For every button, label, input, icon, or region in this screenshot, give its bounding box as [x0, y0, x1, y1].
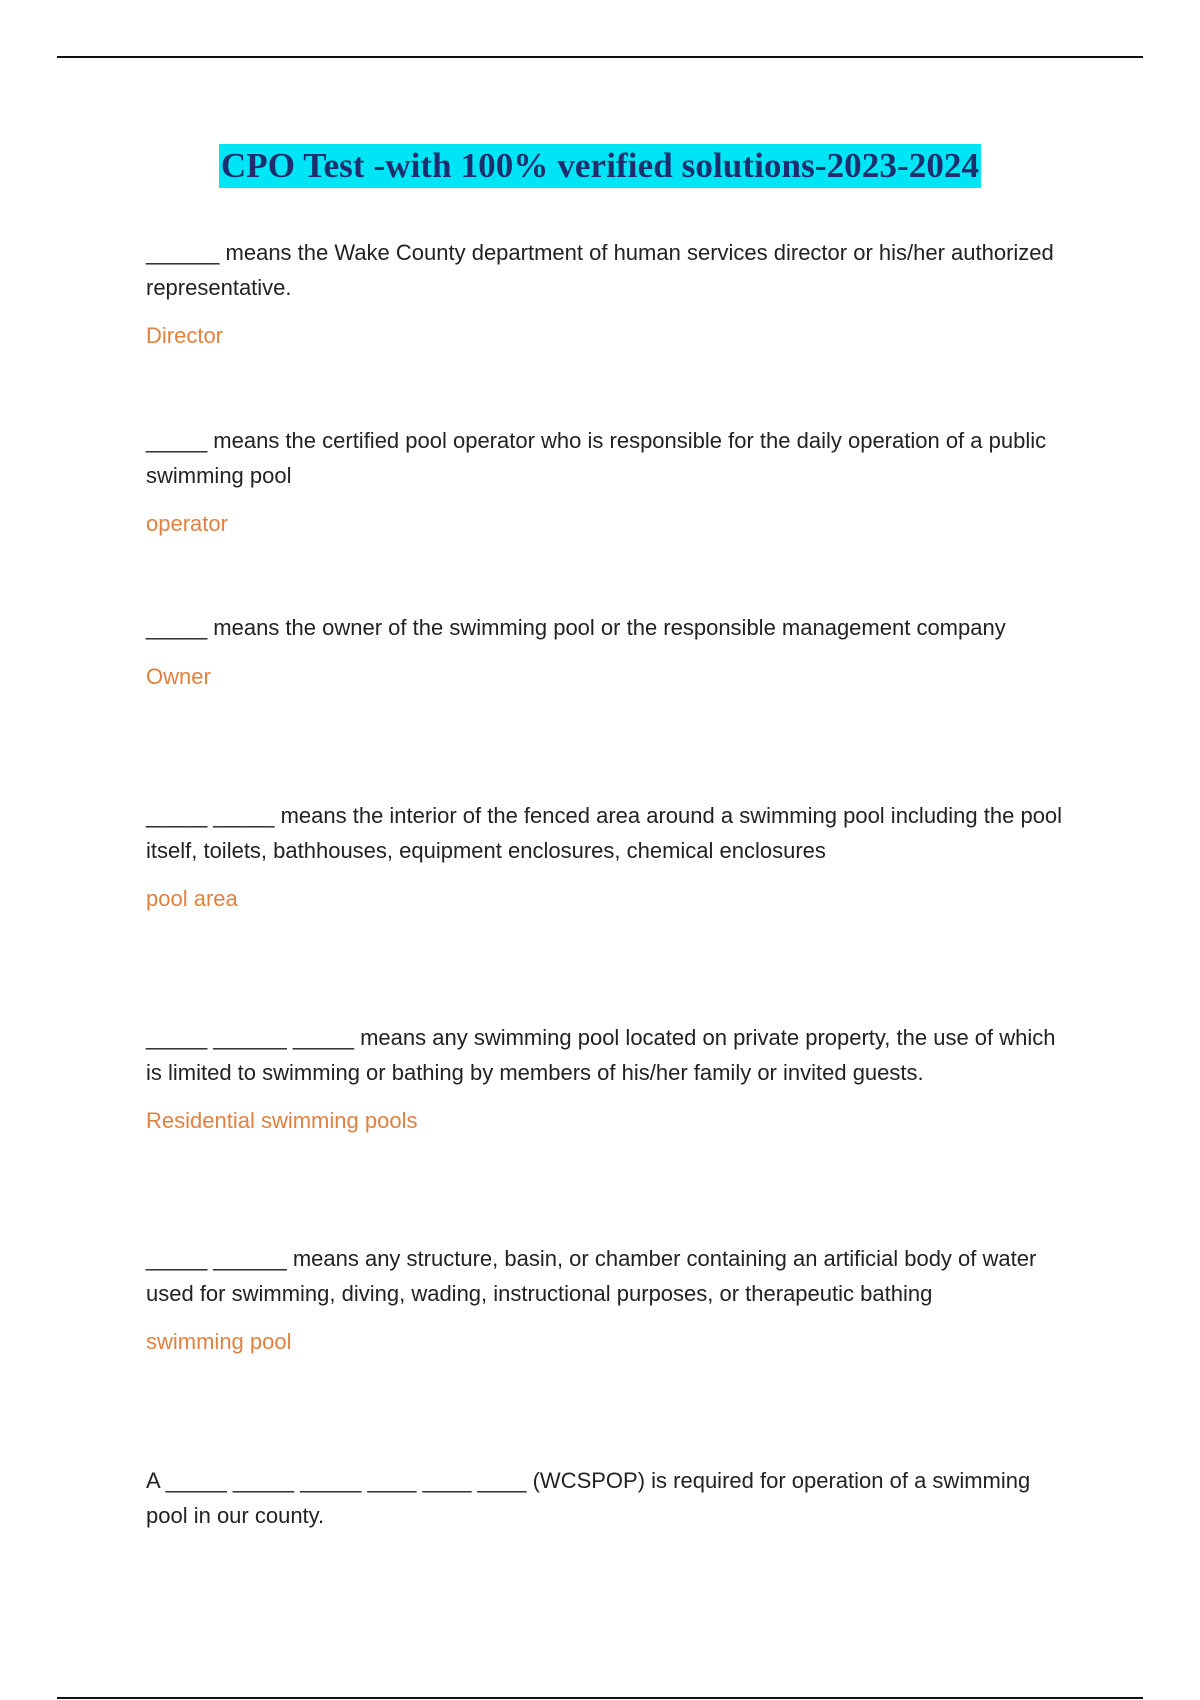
qa-item-1	[146, 236, 1066, 351]
answer-text: Residential swimming pools	[146, 1108, 418, 1133]
answer-text: swimming pool	[146, 1329, 292, 1354]
question-text: _____ ______ _____ means any swimming pool located on private property, the use of which is limited to swimming or bathing by members of his/her family or invited guests.	[146, 1025, 1056, 1085]
question-text: _____ _____ means the interior of the fenced area around a swimming pool including the pool itself, toilets, bathhouses, equipment enclosures, chemical enclosures	[146, 803, 1063, 863]
title-container	[0, 144, 1200, 188]
question-text: A _____ _____ _____ ____ ____ ____ (WCSPOP) is required for operation of a swimming pool in our county.	[146, 1468, 1031, 1528]
answer-text: Director	[146, 323, 224, 348]
answer-text: operator	[146, 511, 228, 536]
document-title: CPO Test -with 100% verified solutions-2023-2024	[219, 144, 981, 188]
qa-item-2	[146, 424, 1066, 539]
qa-item-6	[146, 1242, 1066, 1357]
question-text: ______ means the Wake County department of human services director or his/her authorized representative.	[146, 240, 1054, 300]
question-text: _____ means the owner of the swimming pool or the responsible management company	[146, 615, 1006, 640]
question-text: _____ ______ means any structure, basin, or chamber containing an artificial body of water used for swimming, diving, wading, instructional purposes, or therapeutic bathing	[146, 1246, 1037, 1306]
qa-item-4	[146, 799, 1066, 914]
answer-text: pool area	[146, 886, 238, 911]
qa-item-7	[146, 1464, 1066, 1533]
qa-item-5	[146, 1021, 1066, 1136]
answer-text: Owner	[146, 663, 211, 689]
bottom-rule	[57, 1697, 1143, 1699]
top-rule	[57, 56, 1143, 58]
question-text: _____ means the certified pool operator who is responsible for the daily operation of a public swimming pool	[146, 428, 1047, 488]
qa-item-3	[146, 611, 1066, 692]
